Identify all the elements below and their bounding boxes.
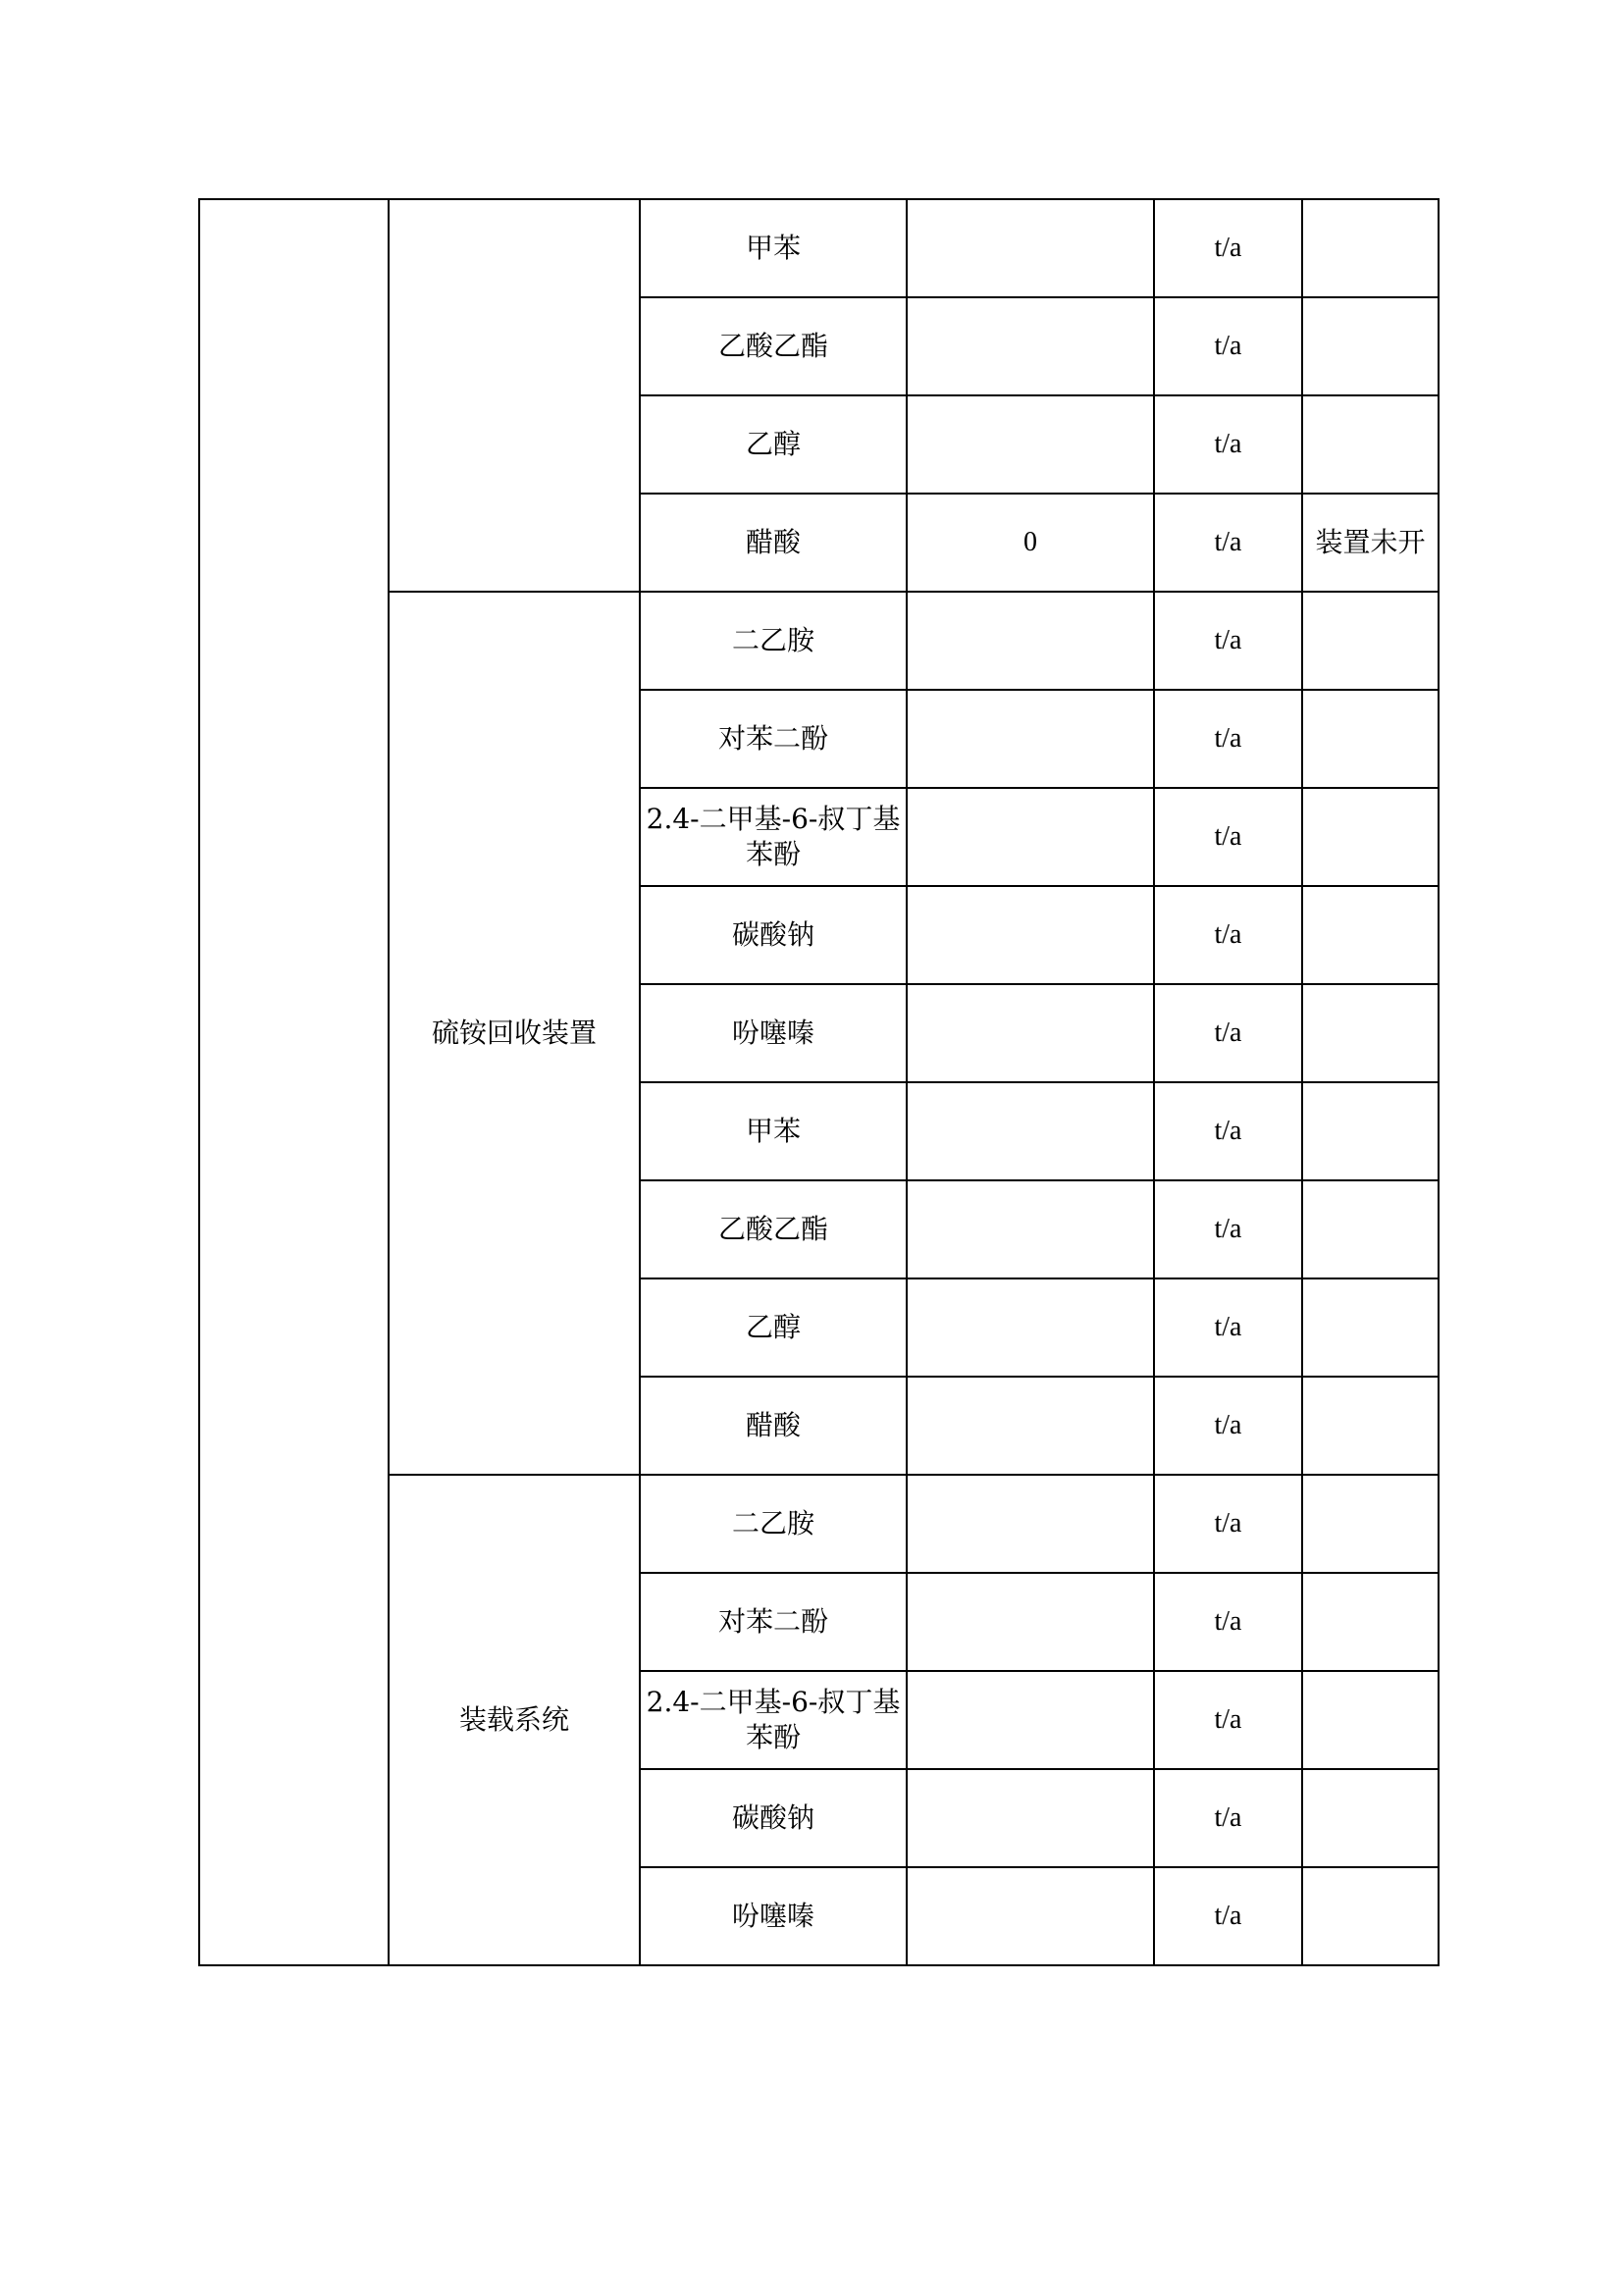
amount-cell <box>907 1671 1154 1769</box>
note-cell <box>1302 984 1439 1082</box>
unit-cell: t/a <box>1154 592 1302 690</box>
pollutant-cell: 甲苯 <box>640 199 907 297</box>
note-cell <box>1302 788 1439 886</box>
amount-cell <box>907 1475 1154 1573</box>
note-cell <box>1302 1180 1439 1278</box>
category-cell <box>199 199 389 1965</box>
pollutant-cell: 醋酸 <box>640 1377 907 1475</box>
unit-cell: t/a <box>1154 1278 1302 1377</box>
pollutant-cell: 碳酸钠 <box>640 1769 907 1867</box>
unit-cell: t/a <box>1154 199 1302 297</box>
note-cell <box>1302 1377 1439 1475</box>
emissions-table <box>198 198 1440 1966</box>
note-cell <box>1302 886 1439 984</box>
note-cell <box>1302 690 1439 788</box>
device-cell: 装载系统 <box>389 1475 640 1965</box>
amount-cell <box>907 297 1154 395</box>
pollutant-cell: 2.4-二甲基-6-叔丁基苯酚 <box>640 788 907 886</box>
amount-cell: 0 <box>907 494 1154 592</box>
note-cell <box>1302 1278 1439 1377</box>
unit-cell: t/a <box>1154 1180 1302 1278</box>
unit-cell: t/a <box>1154 1082 1302 1180</box>
pollutant-cell: 2.4-二甲基-6-叔丁基苯酚 <box>640 1671 907 1769</box>
note-cell: 装置未开 <box>1302 494 1439 592</box>
amount-cell <box>907 1769 1154 1867</box>
unit-cell: t/a <box>1154 886 1302 984</box>
amount-cell <box>907 1377 1154 1475</box>
amount-cell <box>907 395 1154 494</box>
note-cell <box>1302 1082 1439 1180</box>
pollutant-cell: 吩噻嗪 <box>640 984 907 1082</box>
unit-cell: t/a <box>1154 1671 1302 1769</box>
amount-cell <box>907 690 1154 788</box>
pollutant-cell: 碳酸钠 <box>640 886 907 984</box>
unit-cell: t/a <box>1154 1769 1302 1867</box>
pollutant-cell: 乙酸乙酯 <box>640 297 907 395</box>
unit-cell: t/a <box>1154 297 1302 395</box>
amount-cell <box>907 1082 1154 1180</box>
unit-cell: t/a <box>1154 788 1302 886</box>
device-cell <box>389 199 640 592</box>
pollutant-cell: 对苯二酚 <box>640 690 907 788</box>
note-cell <box>1302 199 1439 297</box>
unit-cell: t/a <box>1154 1573 1302 1671</box>
note-cell <box>1302 1671 1439 1769</box>
unit-cell: t/a <box>1154 1377 1302 1475</box>
pollutant-cell: 乙醇 <box>640 395 907 494</box>
note-cell <box>1302 395 1439 494</box>
note-cell <box>1302 297 1439 395</box>
pollutant-cell: 对苯二酚 <box>640 1573 907 1671</box>
amount-cell <box>907 592 1154 690</box>
unit-cell: t/a <box>1154 395 1302 494</box>
amount-cell <box>907 1867 1154 1965</box>
unit-cell: t/a <box>1154 1475 1302 1573</box>
pollutant-cell: 甲苯 <box>640 1082 907 1180</box>
unit-cell: t/a <box>1154 690 1302 788</box>
device-cell: 硫铵回收装置 <box>389 592 640 1475</box>
amount-cell <box>907 788 1154 886</box>
amount-cell <box>907 886 1154 984</box>
pollutant-cell: 吩噻嗪 <box>640 1867 907 1965</box>
table-row <box>199 199 1439 297</box>
note-cell <box>1302 1769 1439 1867</box>
amount-cell <box>907 1573 1154 1671</box>
note-cell <box>1302 1475 1439 1573</box>
pollutant-cell: 乙醇 <box>640 1278 907 1377</box>
amount-cell <box>907 199 1154 297</box>
pollutant-cell: 乙酸乙酯 <box>640 1180 907 1278</box>
unit-cell: t/a <box>1154 494 1302 592</box>
amount-cell <box>907 984 1154 1082</box>
pollutant-cell: 醋酸 <box>640 494 907 592</box>
pollutant-cell: 二乙胺 <box>640 592 907 690</box>
note-cell <box>1302 592 1439 690</box>
pollutant-cell: 二乙胺 <box>640 1475 907 1573</box>
note-cell <box>1302 1573 1439 1671</box>
amount-cell <box>907 1180 1154 1278</box>
amount-cell <box>907 1278 1154 1377</box>
note-cell <box>1302 1867 1439 1965</box>
unit-cell: t/a <box>1154 1867 1302 1965</box>
unit-cell: t/a <box>1154 984 1302 1082</box>
